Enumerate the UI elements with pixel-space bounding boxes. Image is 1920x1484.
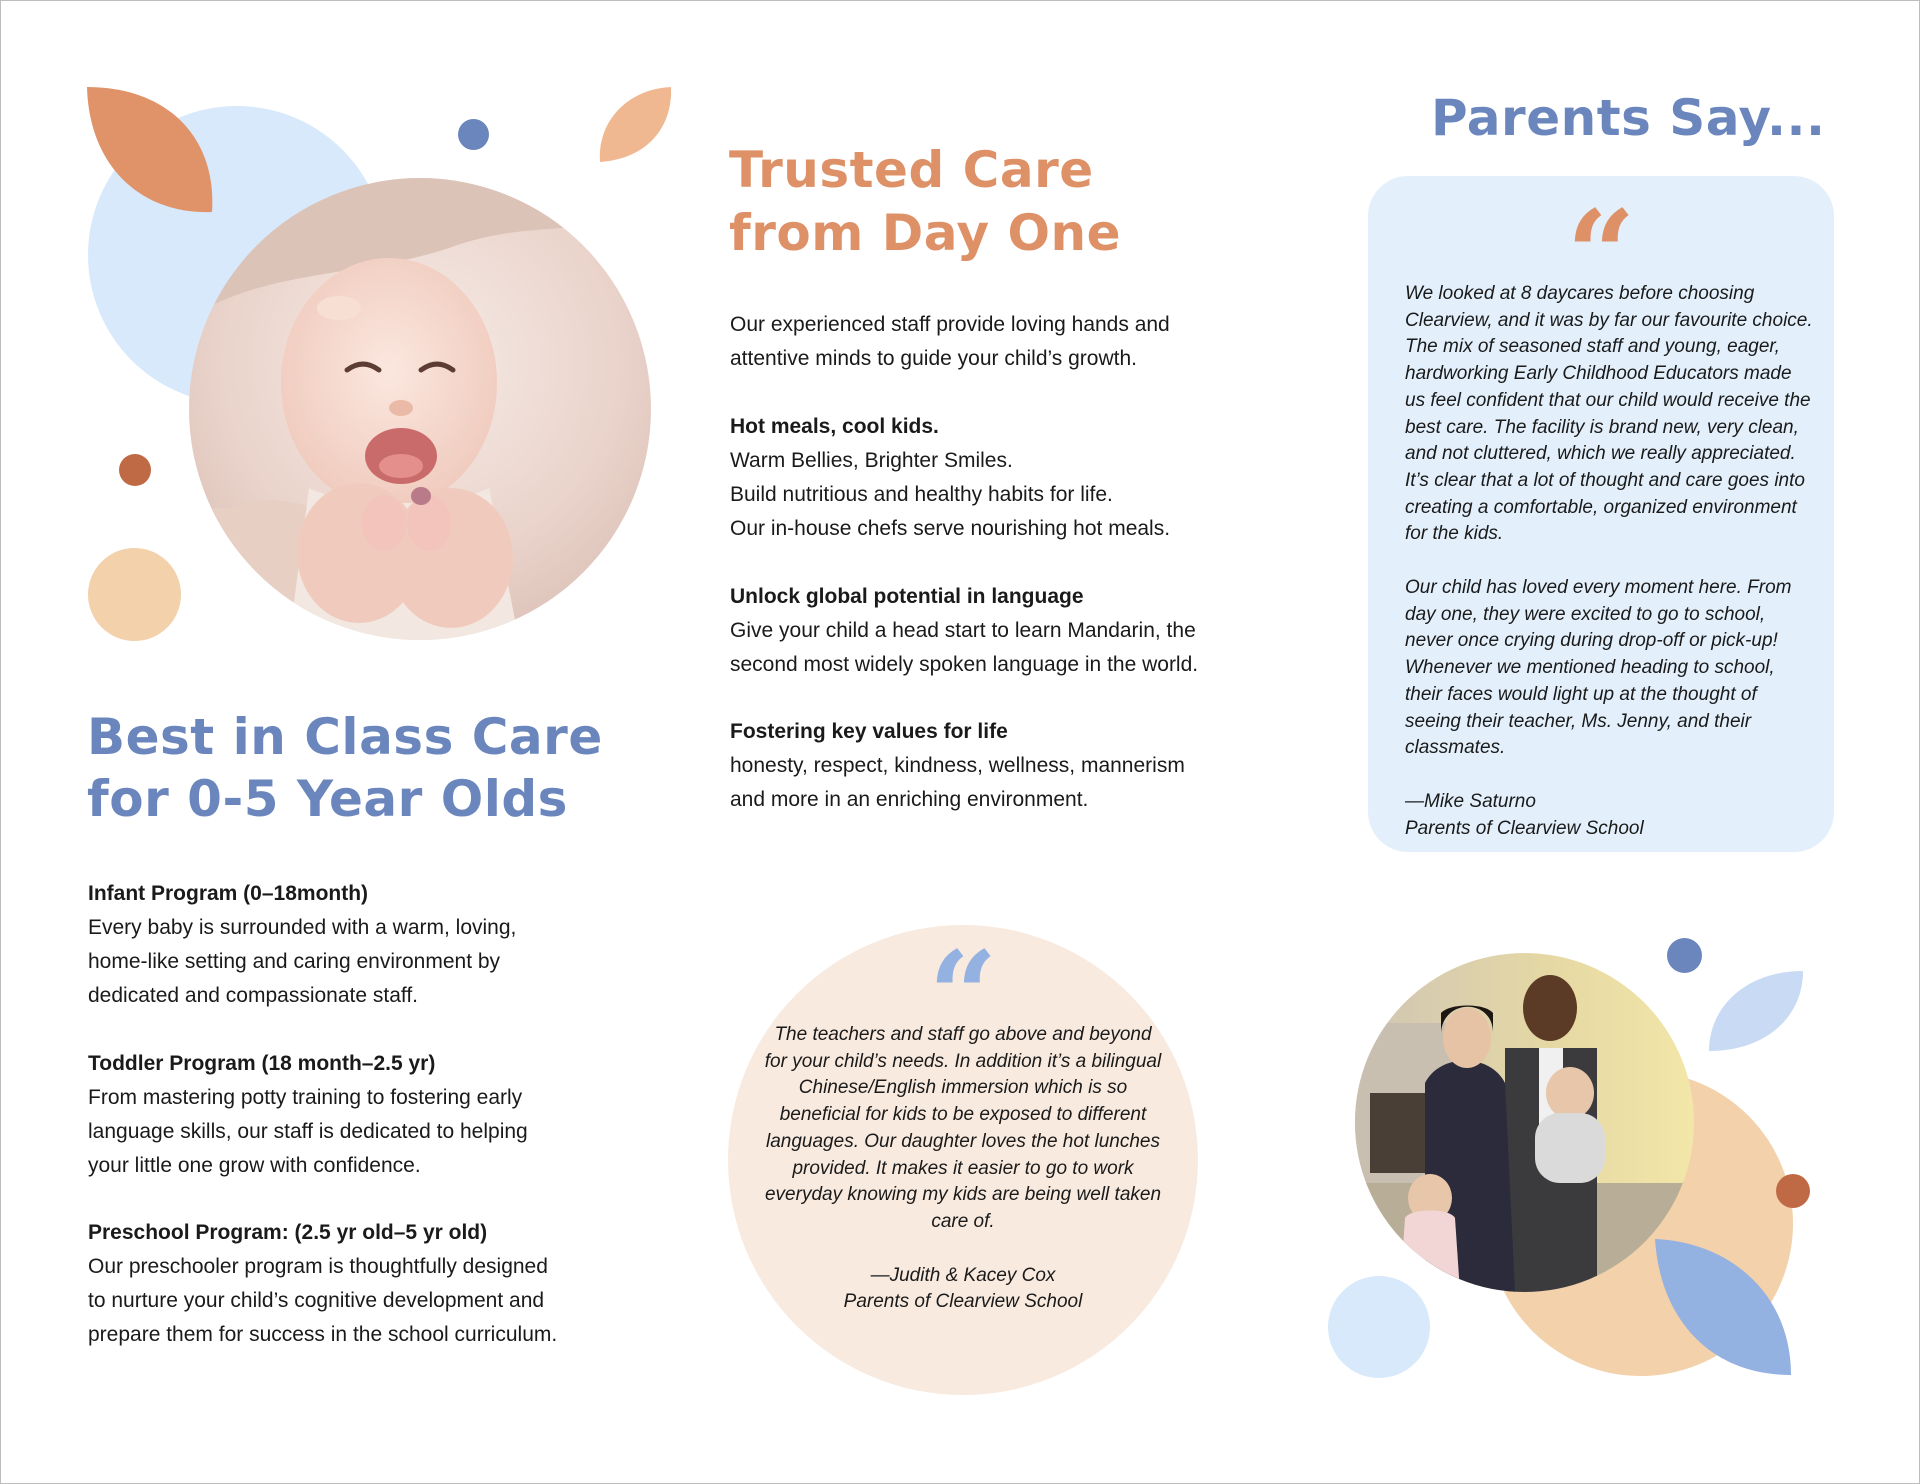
toddler-program-body: From mastering potty training to fostering early language skills, our staff is dedicated to helping your little one grow with confidence. <box>88 1086 528 1177</box>
decor-dot-blue-right <box>1667 938 1702 973</box>
decor-leaf-peach <box>597 87 673 163</box>
decor-circle-peach <box>88 548 181 641</box>
quote-mark-icon: “ <box>928 925 998 1066</box>
decor-leaf-blue-large <box>1655 1239 1793 1377</box>
infant-program-title: Infant Program (0–18month) <box>88 882 369 905</box>
testimonial-right-affiliation: Parents of Clearview School <box>1405 817 1644 839</box>
toddler-program-title: Toddler Program (18 month–2.5 yr) <box>88 1052 436 1075</box>
feature-language-body: Give your child a head start to learn Mandarin, the second most widely spoken language in the world. <box>730 619 1199 676</box>
testimonial-middle-text: The teachers and staff go above and beyond for your child’s needs. In addition it’s a bilingual Chinese/English immersion which is so beneficial for kids to be exposed to different languages. Our daughter loves the hot lunches provided. It makes it easier to go to work everyday knowing my kids are being well taken care of. <box>764 1024 1162 1232</box>
middle-title-line2: from Day One <box>729 204 1121 262</box>
middle-title <box>729 139 1121 265</box>
decor-dot-rust-right <box>1776 1174 1810 1208</box>
family-photo <box>1355 953 1694 1292</box>
right-title-text: Parents Say... <box>1431 89 1826 147</box>
preschool-program-body: Our preschooler program is thoughtfully designed to nurture your child’s cognitive development and prepare them for success in the school curriculum. <box>88 1255 558 1346</box>
testimonial-right <box>1405 281 1815 842</box>
middle-intro <box>730 308 1200 376</box>
feature-hot-meals-title: Hot meals, cool kids. <box>730 415 939 438</box>
testimonial-right-author: —Mike Saturno <box>1405 790 1536 812</box>
left-title <box>87 706 603 830</box>
testimonial-middle-affiliation: Parents of Clearview School <box>843 1291 1083 1313</box>
right-title <box>1431 87 1825 149</box>
feature-values-body: honesty, respect, kindness, wellness, mannerism and more in an enriching environment. <box>730 754 1185 811</box>
middle-intro-text: Our experienced staff provide loving hands and attentive minds to guide your child’s growth. <box>730 313 1170 370</box>
decor-leaf-blue-small <box>1707 971 1803 1053</box>
feature-language-title: Unlock global potential in language <box>730 585 1084 608</box>
middle-title-line1: Trusted Care <box>729 141 1094 199</box>
feature-language <box>730 580 1200 682</box>
preschool-program <box>88 1216 568 1352</box>
preschool-program-title: Preschool Program: (2.5 yr old–5 yr old) <box>88 1221 488 1244</box>
feature-hot-meals-line1: Warm Bellies, Brighter Smiles. <box>730 449 1013 472</box>
decor-circle-light-blue-small <box>1328 1276 1430 1378</box>
infant-program <box>88 877 568 1013</box>
testimonial-middle <box>763 1022 1163 1316</box>
decor-dot-rust <box>119 454 151 486</box>
left-title-line1: Best in Class Care <box>87 708 603 766</box>
feature-hot-meals <box>730 410 1200 546</box>
feature-hot-meals-line3: Our in-house chefs serve nourishing hot meals. <box>730 517 1171 540</box>
feature-values-title: Fostering key values for life <box>730 720 1008 743</box>
infant-program-body: Every baby is surrounded with a warm, loving, home-like setting and caring environment by dedicated and compassionate staff. <box>88 916 517 1007</box>
testimonial-middle-author: —Judith & Kacey Cox <box>870 1264 1056 1286</box>
testimonial-right-paragraph2: Our child has loved every moment here. From day one, they were excited to go to school, never once crying during drop-off or pick-up! Whenever we mentioned heading to school, their faces would light up at the thought of seeing their teacher, Ms. Jenny, and their classmates. <box>1405 577 1792 759</box>
decor-dot-blue <box>458 119 489 150</box>
feature-values <box>730 715 1200 817</box>
quote-mark-icon-right: “ <box>1566 184 1636 325</box>
testimonial-right-paragraph1: We looked at 8 daycares before choosing Clearview, and it was by far our favourite choice. The mix of seasoned staff and young, eager, hardworking Early Childhood Educators made us feel confident that our child would receive the best care. The facility is brand new, very clean, and not cluttered, which we really appreciated. It’s clear that a lot of thought and care goes into creating a comfortable, organized environment for the kids. <box>1405 283 1813 545</box>
baby-photo <box>189 178 651 640</box>
feature-hot-meals-line2: Build nutritious and healthy habits for life. <box>730 483 1113 506</box>
decor-leaf-orange <box>87 87 217 217</box>
toddler-program <box>88 1047 568 1183</box>
left-title-line2: for 0-5 Year Olds <box>87 770 568 828</box>
